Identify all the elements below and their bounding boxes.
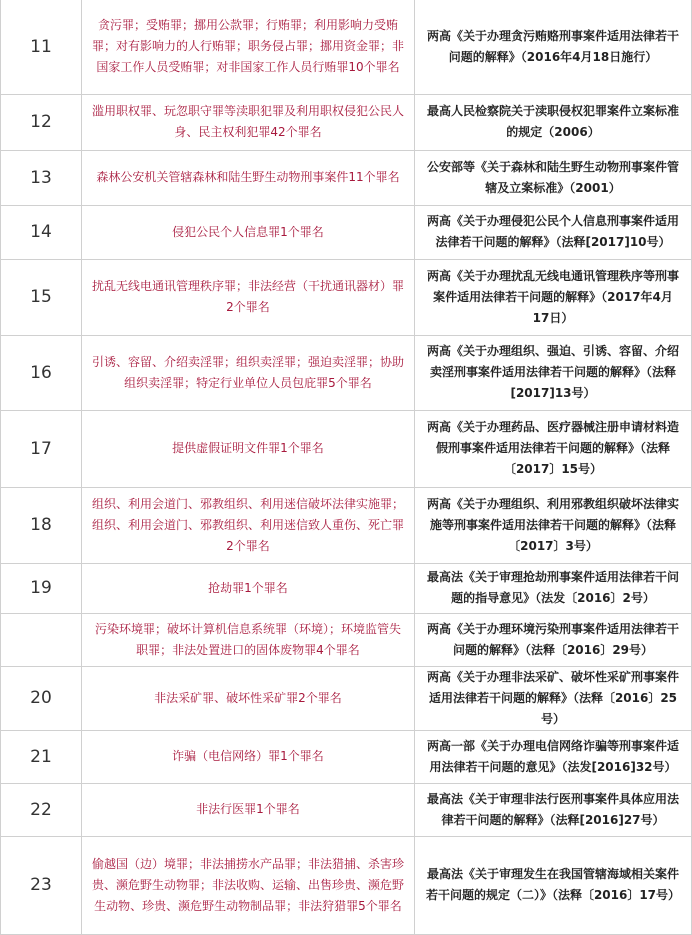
- table-row: [1, 783, 692, 836]
- table-row: [1, 730, 692, 783]
- table-row: [1, 666, 692, 730]
- row-number: 14: [1, 205, 82, 259]
- table-row: [1, 335, 692, 410]
- table-row: [1, 563, 692, 613]
- law-source-cell: 两高《关于办理组织、利用邪教组织破坏法律实施等刑事案件适用法律若干问题的解释》（法释〔2017〕3号）: [415, 487, 692, 563]
- table-row: [1, 0, 692, 94]
- crime-names-cell: 诈骗（电信网络）罪1个罪名: [82, 730, 415, 783]
- law-source-cell: 最高人民检察院关于渎职侵权犯罪案件立案标准的规定（2006）: [415, 94, 692, 150]
- law-source-cell: 两高《关于办理非法采矿、破坏性采矿刑事案件适用法律若干问题的解释》（法释〔2016〕25号）: [415, 666, 692, 730]
- table-row: [1, 205, 692, 259]
- crime-names-cell: 组织、利用会道门、邪教组织、利用迷信破坏法律实施罪；组织、利用会道门、邪教组织、利用迷信致人重伤、死亡罪2个罪名: [82, 487, 415, 563]
- table-row: [1, 150, 692, 205]
- row-number: 11: [1, 0, 82, 94]
- law-source-cell: 两高《关于办理组织、强迫、引诱、容留、介绍卖淫刑事案件适用法律若干问题的解释》（法释[2017]13号）: [415, 335, 692, 410]
- crime-names-cell: 扰乱无线电通讯管理秩序罪；非法经营（干扰通讯器材）罪2个罪名: [82, 259, 415, 335]
- row-number: 15: [1, 259, 82, 335]
- row-number: 12: [1, 94, 82, 150]
- law-source-cell: 最高法《关于审理发生在我国管辖海域相关案件若干问题的规定（二）》（法释〔2016〕17号）: [415, 836, 692, 934]
- row-number: 17: [1, 410, 82, 487]
- crime-names-cell: 抢劫罪1个罪名: [82, 563, 415, 613]
- crime-names-cell: 污染环境罪；破坏计算机信息系统罪（环境）；环境监管失职罪；非法处置进口的固体废物罪4个罪名: [82, 613, 415, 666]
- law-source-cell: 两高一部《关于办理电信网络诈骗等刑事案件适用法律若干问题的意见》（法发[2016]32号）: [415, 730, 692, 783]
- table-row: [1, 259, 692, 335]
- crime-names-cell: 侵犯公民个人信息罪1个罪名: [82, 205, 415, 259]
- crime-names-cell: 贪污罪；受贿罪；挪用公款罪；行贿罪；利用影响力受贿罪；对有影响力的人行贿罪；职务侵占罪；挪用资金罪；非国家工作人员受贿罪；对非国家工作人员行贿罪10个罪名: [82, 0, 415, 94]
- law-source-cell: 最高法《关于审理非法行医刑事案件具体应用法律若干问题的解释》（法释[2016]27号）: [415, 783, 692, 836]
- law-source-cell: 两高《关于办理侵犯公民个人信息刑事案件适用法律若干问题的解释》（法释[2017]10号）: [415, 205, 692, 259]
- law-source-cell: 两高《关于办理环境污染刑事案件适用法律若干问题的解释》（法释〔2016〕29号）: [415, 613, 692, 666]
- table-row: [1, 836, 692, 934]
- law-source-cell: 两高《关于办理药品、医疗器械注册申请材料造假刑事案件适用法律若干问题的解释》（法释〔2017〕15号）: [415, 410, 692, 487]
- row-number: 19: [1, 563, 82, 613]
- row-number: 22: [1, 783, 82, 836]
- row-number: 16: [1, 335, 82, 410]
- table-row: [1, 487, 692, 563]
- table-row: [1, 613, 692, 666]
- row-number: 18: [1, 487, 82, 563]
- crime-names-cell: 非法采矿罪、破坏性采矿罪2个罪名: [82, 666, 415, 730]
- crime-names-cell: 提供虚假证明文件罪1个罪名: [82, 410, 415, 487]
- crime-names-cell: 引诱、容留、介绍卖淫罪；组织卖淫罪；强迫卖淫罪；协助组织卖淫罪；特定行业单位人员包庇罪5个罪名: [82, 335, 415, 410]
- crime-names-cell: 森林公安机关管辖森林和陆生野生动物刑事案件11个罪名: [82, 150, 415, 205]
- table-row: [1, 410, 692, 487]
- row-number: 20: [1, 666, 82, 730]
- crime-names-cell: 偷越国（边）境罪；非法捕捞水产品罪；非法猎捕、杀害珍贵、濒危野生动物罪；非法收购、运输、出售珍贵、濒危野生动物、珍贵、濒危野生动物制品罪；非法狩猎罪5个罪名: [82, 836, 415, 934]
- row-number: 23: [1, 836, 82, 934]
- crime-names-cell: 非法行医罪1个罪名: [82, 783, 415, 836]
- law-source-cell: 两高《关于办理贪污贿赂刑事案件适用法律若干问题的解释》（2016年4月18日施行）: [415, 0, 692, 94]
- row-number: 13: [1, 150, 82, 205]
- crime-names-cell: 滥用职权罪、玩忽职守罪等渎职犯罪及利用职权侵犯公民人身、民主权利犯罪42个罪名: [82, 94, 415, 150]
- law-source-cell: 最高法《关于审理抢劫刑事案件适用法律若干问题的指导意见》（法发〔2016〕2号）: [415, 563, 692, 613]
- table-row: [1, 94, 692, 150]
- law-source-cell: 公安部等《关于森林和陆生野生动物刑事案件管辖及立案标准》（2001）: [415, 150, 692, 205]
- law-source-cell: 两高《关于办理扰乱无线电通讯管理秩序等刑事案件适用法律若干问题的解释》（2017年4月17日）: [415, 259, 692, 335]
- row-number: [1, 613, 82, 666]
- row-number: 21: [1, 730, 82, 783]
